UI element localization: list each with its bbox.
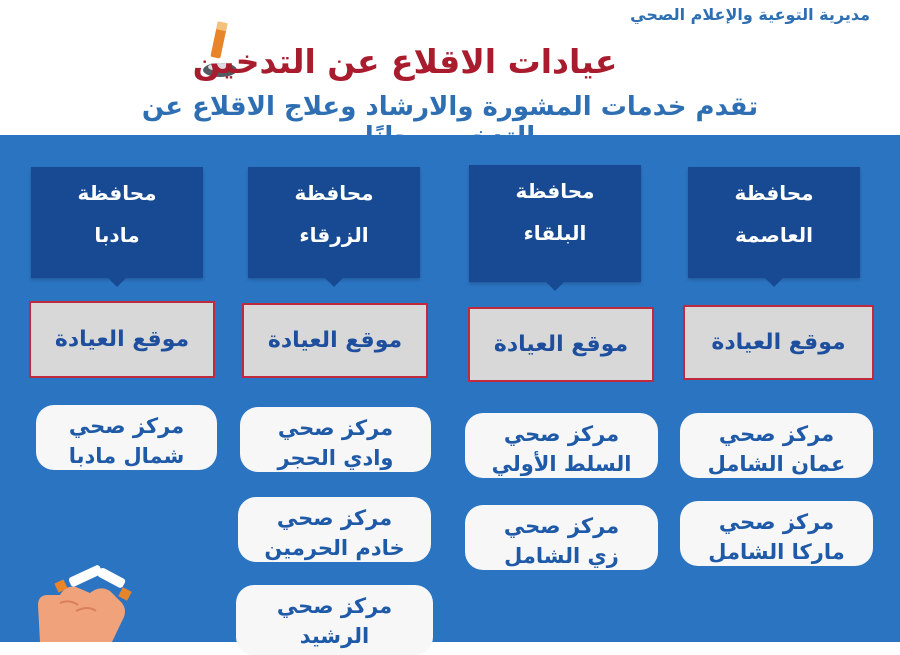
governorate-header-zarqa — [248, 167, 420, 278]
governorate-name: البلقاء — [523, 221, 587, 245]
health-center-khadem[interactable] — [238, 497, 431, 562]
page-title: عيادات الاقلاع عن التدخين — [192, 42, 618, 81]
governorate-name: العاصمة — [734, 223, 814, 247]
governorate-header-capital — [688, 167, 860, 278]
governorate-label: محافظة — [734, 181, 814, 205]
health-center-salt[interactable] — [465, 413, 658, 478]
health-center-north-madaba[interactable] — [36, 405, 217, 470]
clinic-site-label-capital: موقع العيادة — [683, 305, 874, 380]
governorate-name: مادبا — [94, 223, 140, 247]
center-line2: ماركا الشامل — [708, 540, 845, 564]
center-line1: مركز صحي — [503, 422, 620, 446]
center-line1: مركز صحي — [503, 514, 620, 538]
header — [0, 0, 900, 135]
center-line2: خادم الحرمين — [264, 536, 405, 560]
center-line1: مركز صحي — [718, 422, 835, 446]
governorate-header-madaba — [31, 167, 203, 278]
center-line1: مركز صحي — [276, 506, 393, 530]
department-name: مديرية التوعية والإعلام الصحي — [630, 5, 870, 24]
center-line2: وادي الحجر — [277, 446, 394, 470]
clinic-site-label-madaba: موقع العيادة — [29, 301, 215, 378]
governorate-label: محافظة — [294, 181, 374, 205]
health-center-wadi-hajar[interactable] — [240, 407, 431, 472]
center-line2: شمال مادبا — [68, 444, 185, 468]
clinic-site-label-zarqa: موقع العيادة — [242, 303, 428, 378]
health-center-zai[interactable] — [465, 505, 658, 570]
center-line2: زي الشامل — [504, 544, 619, 568]
page-subtitle: تقدم خدمات المشورة والارشاد وعلاج الاقلاع عن — [141, 92, 759, 122]
health-center-rasheed[interactable] — [236, 585, 433, 655]
center-line2: الرشيد — [299, 624, 370, 648]
governorate-name: الزرقاء — [299, 223, 369, 247]
governorate-header-balqa — [469, 165, 641, 282]
hand-breaking-cigarette-icon — [30, 555, 140, 646]
governorate-label: محافظة — [515, 179, 595, 203]
governorate-label: محافظة — [77, 181, 157, 205]
center-line1: مركز صحي — [276, 594, 393, 618]
center-line1: مركز صحي — [718, 510, 835, 534]
health-center-amman[interactable] — [680, 413, 873, 478]
center-line1: مركز صحي — [68, 414, 185, 438]
center-line1: مركز صحي — [277, 416, 394, 440]
clinic-site-label-balqa: موقع العيادة — [468, 307, 654, 382]
center-line2: السلط الأولي — [491, 452, 632, 476]
center-line2: عمان الشامل — [707, 452, 846, 476]
health-center-marka[interactable] — [680, 501, 873, 566]
